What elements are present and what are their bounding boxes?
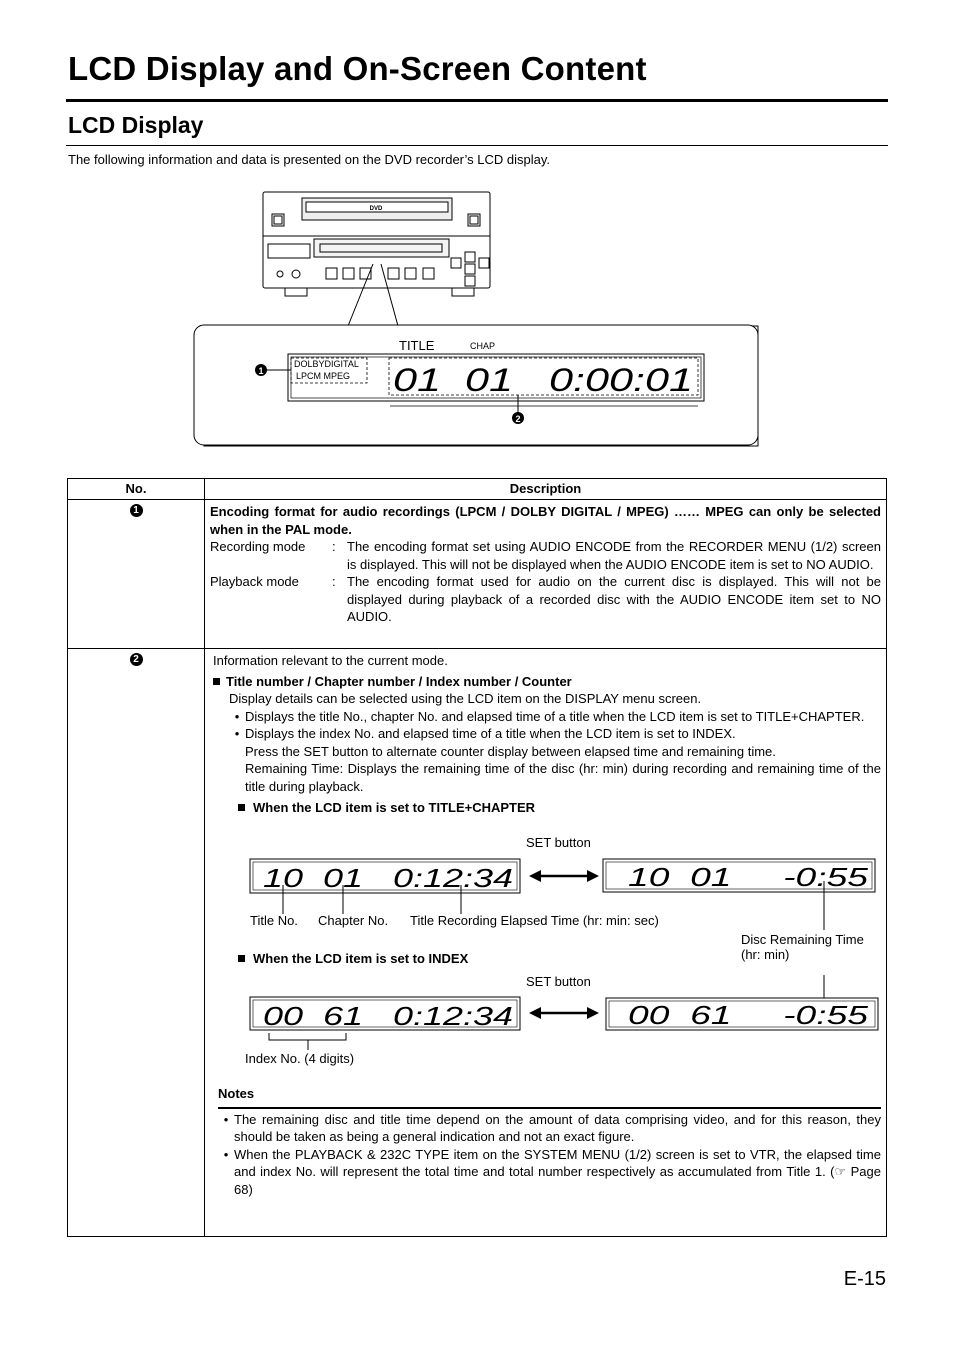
description-table <box>67 478 887 1237</box>
label-index-no: Index No. (4 digits) <box>245 1051 355 1066</box>
notes-heading: Notes <box>218 1086 255 1101</box>
device-figure <box>190 188 765 450</box>
row2-remaining-note: Remaining Time: Displays the remaining time of the disc (hr: min) during recording and remaining time of the title during playback. <box>245 761 881 794</box>
section-rule <box>66 145 888 146</box>
recording-mode-entry: Recording mode : The encoding format set using AUDIO ENCODE from the RECORDER MENU (1/2) screen is displayed. This will not be displayed when the AUDIO ENCODE item is set to NO AUDIO. <box>210 539 881 572</box>
table-row <box>68 649 887 1237</box>
dvd-recorder-illustration <box>263 192 490 326</box>
svg-text:DVD: DVD <box>369 206 383 212</box>
col-desc-header: Description <box>205 479 887 500</box>
case1-heading: When the LCD item is set to TITLE+CHAPTER <box>253 800 536 815</box>
label-title-no: Title No. <box>250 913 298 928</box>
notes-rule <box>218 1107 881 1109</box>
audio-format-line2: LPCM MPEG <box>296 371 351 381</box>
svg-text:10 01 -0:55: 10 01 -0:55 <box>628 862 869 892</box>
audio-format-line1: DOLBYDIGITAL <box>294 359 359 369</box>
list-item: • The remaining disc and title time depend on the amount of data comprising video, and for this reason, they should be taken as being a general indication and not an exact figure. <box>223 1111 881 1144</box>
page-number: E-15 <box>843 1268 886 1290</box>
marker-1-badge: 1 <box>130 504 143 517</box>
intro-text: The following information and data is presented on the DVD recorder’s LCD display. <box>68 152 550 167</box>
svg-text:2: 2 <box>515 414 521 424</box>
svg-text:1: 1 <box>258 366 264 376</box>
col-no-header: No. <box>68 479 205 500</box>
label-chap: CHAP <box>470 341 496 351</box>
label-chapter-no: Chapter No. <box>318 913 389 928</box>
marker-2-badge: 2 <box>130 653 143 666</box>
table-row <box>68 500 887 649</box>
set-button-label-1: SET button <box>526 835 591 850</box>
page-title: LCD Display and On-Screen Content <box>68 50 647 87</box>
svg-text:00 61 0:12:34: 00 61 0:12:34 <box>263 1001 513 1031</box>
svg-text:00 61 -0:55: 00 61 -0:55 <box>628 1000 869 1030</box>
playback-mode-entry: Playback mode : The encoding format used for audio on the current disc is displayed. This will not be displayed during playback of a recorded disc with the AUDIO ENCODE item set to NO AUDIO. <box>210 574 881 624</box>
list-item: • When the PLAYBACK & 232C TYPE item on the SYSTEM MENU (1/2) screen is set to VTR, the elapsed time and index No. will represent the total time and total number respectively as accumulated from Title 1. (☞ Page 68) <box>223 1146 881 1197</box>
set-button-label-2: SET button <box>526 974 591 989</box>
row2-subhead: Title number / Chapter number / Index number / Counter <box>213 673 881 691</box>
swap-arrow-2 <box>529 1007 599 1019</box>
section-title: LCD Display <box>68 112 204 138</box>
row2-set-note: Press the SET button to alternate counter display between elapsed time and remaining time. <box>245 743 776 759</box>
list-item: • Displays the title No., chapter No. and elapsed time of a title when the LCD item is set to TITLE+CHAPTER. <box>234 708 865 724</box>
lcd-examples <box>213 795 881 1085</box>
title-rule <box>66 99 888 102</box>
svg-text:10 01 0:12:34: 10 01 0:12:34 <box>263 863 513 893</box>
label-elapsed-time: Title Recording Elapsed Time (hr: min: sec) <box>410 913 659 928</box>
lcd-readout: 01 01 0:00:01 <box>393 362 693 398</box>
case2-heading: When the LCD item is set to INDEX <box>253 951 469 966</box>
swap-arrow-1 <box>529 870 599 882</box>
row1-heading: Encoding format for audio recordings (LPCM / DOLBY DIGITAL / MPEG) …… MPEG can only be selected when in the PAL mode. <box>210 504 881 537</box>
row2-intro: Information relevant to the current mode. <box>213 653 448 668</box>
label-disc-remaining-1: Disc Remaining Time <box>741 932 864 947</box>
list-item: • Displays the index No. and elapsed time of a title when the LCD item is set to INDEX. <box>234 726 736 741</box>
label-title: TITLE <box>399 338 435 353</box>
row2-detail: Display details can be selected using the LCD item on the DISPLAY menu screen. <box>229 691 702 706</box>
label-disc-remaining-2: (hr: min) <box>741 947 790 962</box>
